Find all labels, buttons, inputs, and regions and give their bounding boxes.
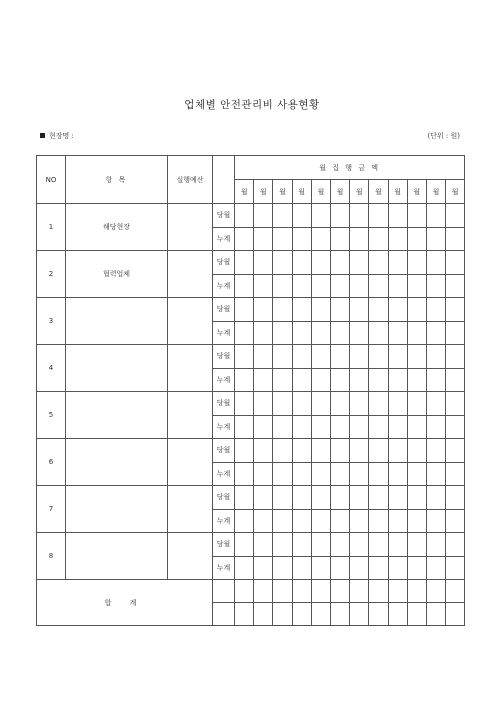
amount-cell <box>292 227 311 251</box>
amount-cell <box>235 251 254 275</box>
amount-cell <box>350 556 369 580</box>
amount-cell <box>330 533 349 557</box>
table-row <box>37 439 465 463</box>
row-number: 2 <box>37 251 66 298</box>
amount-cell <box>426 486 445 510</box>
total-cell <box>292 580 311 603</box>
row-current-month-label: 당월 <box>213 533 235 557</box>
amount-cell <box>235 298 254 322</box>
amount-cell <box>426 556 445 580</box>
month-header-3: 월 <box>273 180 292 204</box>
amount-cell <box>292 251 311 275</box>
site-name-text: 현장명 : <box>49 132 74 140</box>
row-budget-cell <box>168 345 213 392</box>
amount-cell <box>426 415 445 439</box>
amount-cell <box>330 321 349 345</box>
amount-cell <box>350 462 369 486</box>
amount-cell <box>273 439 292 463</box>
month-header-10: 월 <box>407 180 426 204</box>
amount-cell <box>426 462 445 486</box>
table-row <box>37 204 465 228</box>
amount-cell <box>388 486 407 510</box>
amount-cell <box>407 368 426 392</box>
amount-cell <box>235 556 254 580</box>
amount-cell <box>369 298 388 322</box>
amount-cell <box>330 298 349 322</box>
table-row <box>37 251 465 275</box>
amount-cell <box>407 533 426 557</box>
amount-cell <box>311 486 330 510</box>
row-current-month-label: 당월 <box>213 345 235 369</box>
amount-cell <box>273 486 292 510</box>
row-budget-cell <box>168 392 213 439</box>
amount-cell <box>446 392 465 416</box>
row-current-month-label: 당월 <box>213 204 235 228</box>
amount-cell <box>350 274 369 298</box>
month-header-12: 월 <box>446 180 465 204</box>
row-item-name <box>66 345 168 392</box>
amount-cell <box>254 462 273 486</box>
amount-cell <box>350 251 369 275</box>
amount-cell <box>446 321 465 345</box>
amount-cell <box>446 368 465 392</box>
row-budget-cell <box>168 204 213 251</box>
row-budget-cell <box>168 486 213 533</box>
total-cell <box>350 603 369 626</box>
amount-cell <box>369 462 388 486</box>
amount-cell <box>235 368 254 392</box>
amount-cell <box>273 556 292 580</box>
amount-cell <box>330 368 349 392</box>
amount-cell <box>330 415 349 439</box>
amount-cell <box>446 415 465 439</box>
total-cell <box>426 603 445 626</box>
amount-cell <box>273 368 292 392</box>
total-cell <box>273 580 292 603</box>
amount-cell <box>388 251 407 275</box>
amount-cell <box>388 298 407 322</box>
amount-cell <box>330 345 349 369</box>
row-cumulative-label: 누계 <box>213 415 235 439</box>
amount-cell <box>407 462 426 486</box>
amount-cell <box>292 533 311 557</box>
amount-cell <box>235 533 254 557</box>
amount-cell <box>426 439 445 463</box>
row-number: 1 <box>37 204 66 251</box>
amount-cell <box>369 486 388 510</box>
row-number: 6 <box>37 439 66 486</box>
row-item-name: 협력업체 <box>66 251 168 298</box>
amount-cell <box>388 321 407 345</box>
amount-cell <box>254 415 273 439</box>
amount-cell <box>292 439 311 463</box>
header-item: 항 목 <box>66 156 168 204</box>
amount-cell <box>350 227 369 251</box>
total-cell <box>350 580 369 603</box>
amount-cell <box>369 251 388 275</box>
amount-cell <box>273 204 292 228</box>
amount-cell <box>254 274 273 298</box>
row-item-name: 해당현장 <box>66 204 168 251</box>
amount-cell <box>311 392 330 416</box>
amount-cell <box>235 486 254 510</box>
amount-cell <box>235 321 254 345</box>
amount-cell <box>330 227 349 251</box>
amount-cell <box>388 462 407 486</box>
amount-cell <box>254 227 273 251</box>
amount-cell <box>235 392 254 416</box>
row-budget-cell <box>168 251 213 298</box>
header-blank <box>213 156 235 204</box>
amount-cell <box>350 321 369 345</box>
amount-cell <box>407 486 426 510</box>
amount-cell <box>292 415 311 439</box>
amount-cell <box>446 274 465 298</box>
table-row <box>37 345 465 369</box>
amount-cell <box>311 462 330 486</box>
amount-cell <box>273 298 292 322</box>
amount-cell <box>369 509 388 533</box>
table-row <box>37 392 465 416</box>
row-cumulative-label: 누계 <box>213 509 235 533</box>
amount-cell <box>388 415 407 439</box>
amount-cell <box>426 251 445 275</box>
row-current-month-label: 당월 <box>213 486 235 510</box>
amount-cell <box>369 227 388 251</box>
amount-cell <box>311 227 330 251</box>
amount-cell <box>426 274 445 298</box>
amount-cell <box>311 321 330 345</box>
amount-cell <box>388 439 407 463</box>
amount-cell <box>446 298 465 322</box>
amount-cell <box>330 251 349 275</box>
row-item-name <box>66 298 168 345</box>
month-header-5: 월 <box>311 180 330 204</box>
amount-cell <box>446 509 465 533</box>
total-cell <box>254 603 273 626</box>
amount-cell <box>388 392 407 416</box>
amount-cell <box>330 509 349 533</box>
amount-cell <box>292 345 311 369</box>
row-cumulative-label: 누계 <box>213 227 235 251</box>
amount-cell <box>254 298 273 322</box>
amount-cell <box>254 486 273 510</box>
amount-cell <box>369 415 388 439</box>
amount-cell <box>254 204 273 228</box>
row-budget-cell <box>168 298 213 345</box>
amount-cell <box>407 321 426 345</box>
amount-cell <box>446 462 465 486</box>
amount-cell <box>426 298 445 322</box>
amount-cell <box>426 321 445 345</box>
amount-cell <box>388 204 407 228</box>
total-cell <box>311 603 330 626</box>
amount-cell <box>446 227 465 251</box>
total-cell <box>235 580 254 603</box>
row-current-month-label: 당월 <box>213 392 235 416</box>
amount-cell <box>369 556 388 580</box>
total-cell <box>213 603 235 626</box>
total-cell <box>446 603 465 626</box>
amount-cell <box>292 368 311 392</box>
amount-cell <box>388 345 407 369</box>
amount-cell <box>292 274 311 298</box>
month-header-7: 월 <box>350 180 369 204</box>
row-cumulative-label: 누계 <box>213 556 235 580</box>
row-number: 7 <box>37 486 66 533</box>
row-cumulative-label: 누계 <box>213 368 235 392</box>
amount-cell <box>350 486 369 510</box>
amount-cell <box>273 321 292 345</box>
total-cell <box>273 603 292 626</box>
amount-cell <box>311 345 330 369</box>
amount-cell <box>254 345 273 369</box>
amount-cell <box>407 227 426 251</box>
amount-cell <box>254 251 273 275</box>
amount-cell <box>407 415 426 439</box>
month-header-1: 월 <box>235 180 254 204</box>
row-item-name <box>66 533 168 580</box>
amount-cell <box>330 486 349 510</box>
amount-cell <box>350 298 369 322</box>
amount-cell <box>311 556 330 580</box>
total-cell <box>407 603 426 626</box>
amount-cell <box>426 227 445 251</box>
row-cumulative-label: 누계 <box>213 321 235 345</box>
month-header-11: 월 <box>426 180 445 204</box>
amount-cell <box>235 509 254 533</box>
row-number: 8 <box>37 533 66 580</box>
document-title: 업체별 안전관리비 사용현황 <box>184 99 320 111</box>
amount-cell <box>330 392 349 416</box>
amount-cell <box>311 204 330 228</box>
row-number: 4 <box>37 345 66 392</box>
site-name-label <box>40 131 74 141</box>
total-cell <box>254 580 273 603</box>
amount-cell <box>407 274 426 298</box>
month-header-8: 월 <box>369 180 388 204</box>
amount-cell <box>273 227 292 251</box>
total-cell <box>388 580 407 603</box>
amount-cell <box>254 392 273 416</box>
amount-cell <box>330 462 349 486</box>
amount-cell <box>350 368 369 392</box>
total-cell <box>330 580 349 603</box>
amount-cell <box>273 345 292 369</box>
amount-cell <box>254 321 273 345</box>
table-row <box>37 298 465 322</box>
amount-cell <box>407 298 426 322</box>
total-cell <box>369 580 388 603</box>
total-row <box>37 580 465 603</box>
amount-cell <box>292 486 311 510</box>
amount-cell <box>311 439 330 463</box>
amount-cell <box>388 556 407 580</box>
amount-cell <box>369 321 388 345</box>
amount-cell <box>292 392 311 416</box>
month-header-4: 월 <box>292 180 311 204</box>
amount-cell <box>235 462 254 486</box>
amount-cell <box>273 462 292 486</box>
amount-cell <box>311 509 330 533</box>
amount-cell <box>350 345 369 369</box>
amount-cell <box>273 415 292 439</box>
header-budget: 실행예산 <box>168 156 213 204</box>
amount-cell <box>369 533 388 557</box>
total-cell <box>407 580 426 603</box>
amount-cell <box>311 298 330 322</box>
amount-cell <box>330 439 349 463</box>
row-current-month-label: 당월 <box>213 251 235 275</box>
amount-cell <box>292 204 311 228</box>
amount-cell <box>426 509 445 533</box>
total-cell <box>330 603 349 626</box>
amount-cell <box>446 345 465 369</box>
row-budget-cell <box>168 533 213 580</box>
total-cell <box>426 580 445 603</box>
amount-cell <box>446 439 465 463</box>
amount-cell <box>446 251 465 275</box>
amount-cell <box>407 345 426 369</box>
table-row <box>37 533 465 557</box>
amount-cell <box>388 533 407 557</box>
amount-cell <box>446 556 465 580</box>
amount-cell <box>350 509 369 533</box>
amount-cell <box>350 533 369 557</box>
row-current-month-label: 당월 <box>213 298 235 322</box>
amount-cell <box>350 439 369 463</box>
total-cell <box>311 580 330 603</box>
amount-cell <box>369 204 388 228</box>
amount-cell <box>426 392 445 416</box>
row-number: 5 <box>37 392 66 439</box>
header-monthly-amount: 월 집 행 금 액 <box>235 156 465 180</box>
month-header-2: 월 <box>254 180 273 204</box>
amount-cell <box>330 556 349 580</box>
total-cell <box>446 580 465 603</box>
amount-cell <box>292 556 311 580</box>
amount-cell <box>407 439 426 463</box>
amount-cell <box>388 274 407 298</box>
amount-cell <box>446 533 465 557</box>
amount-cell <box>407 556 426 580</box>
amount-cell <box>273 274 292 298</box>
amount-cell <box>235 345 254 369</box>
amount-cell <box>369 392 388 416</box>
amount-cell <box>369 439 388 463</box>
amount-cell <box>388 509 407 533</box>
amount-cell <box>292 321 311 345</box>
amount-cell <box>311 533 330 557</box>
amount-cell <box>311 251 330 275</box>
safety-cost-table <box>36 155 465 626</box>
header-no: NO <box>37 156 66 204</box>
amount-cell <box>292 298 311 322</box>
amount-cell <box>254 368 273 392</box>
unit-label: (단위 : 원) <box>427 132 460 140</box>
amount-cell <box>426 204 445 228</box>
amount-cell <box>446 486 465 510</box>
amount-cell <box>426 345 445 369</box>
amount-cell <box>273 509 292 533</box>
total-cell <box>292 603 311 626</box>
amount-cell <box>330 204 349 228</box>
table-row <box>37 486 465 510</box>
amount-cell <box>273 533 292 557</box>
amount-cell <box>407 204 426 228</box>
amount-cell <box>426 533 445 557</box>
amount-cell <box>350 204 369 228</box>
amount-cell <box>311 368 330 392</box>
amount-cell <box>407 509 426 533</box>
amount-cell <box>426 368 445 392</box>
amount-cell <box>292 509 311 533</box>
amount-cell <box>446 204 465 228</box>
amount-cell <box>235 227 254 251</box>
amount-cell <box>254 556 273 580</box>
row-number: 3 <box>37 298 66 345</box>
row-item-name <box>66 439 168 486</box>
row-item-name <box>66 392 168 439</box>
month-header-9: 월 <box>388 180 407 204</box>
row-cumulative-label: 누계 <box>213 462 235 486</box>
amount-cell <box>254 439 273 463</box>
amount-cell <box>273 392 292 416</box>
amount-cell <box>235 439 254 463</box>
total-cell <box>213 580 235 603</box>
amount-cell <box>311 415 330 439</box>
amount-cell <box>254 509 273 533</box>
amount-cell <box>235 415 254 439</box>
total-cell <box>388 603 407 626</box>
amount-cell <box>369 368 388 392</box>
row-cumulative-label: 누계 <box>213 274 235 298</box>
amount-cell <box>254 533 273 557</box>
amount-cell <box>330 274 349 298</box>
amount-cell <box>311 274 330 298</box>
amount-cell <box>235 204 254 228</box>
amount-cell <box>350 392 369 416</box>
amount-cell <box>407 392 426 416</box>
amount-cell <box>388 368 407 392</box>
amount-cell <box>292 462 311 486</box>
row-item-name <box>66 486 168 533</box>
amount-cell <box>388 227 407 251</box>
amount-cell <box>369 274 388 298</box>
amount-cell <box>235 274 254 298</box>
total-label: 합 계 <box>37 580 213 626</box>
amount-cell <box>273 251 292 275</box>
square-bullet-icon <box>40 133 45 138</box>
row-budget-cell <box>168 439 213 486</box>
total-cell <box>235 603 254 626</box>
amount-cell <box>369 345 388 369</box>
row-current-month-label: 당월 <box>213 439 235 463</box>
amount-cell <box>407 251 426 275</box>
amount-cell <box>350 415 369 439</box>
total-cell <box>369 603 388 626</box>
month-header-6: 월 <box>330 180 349 204</box>
